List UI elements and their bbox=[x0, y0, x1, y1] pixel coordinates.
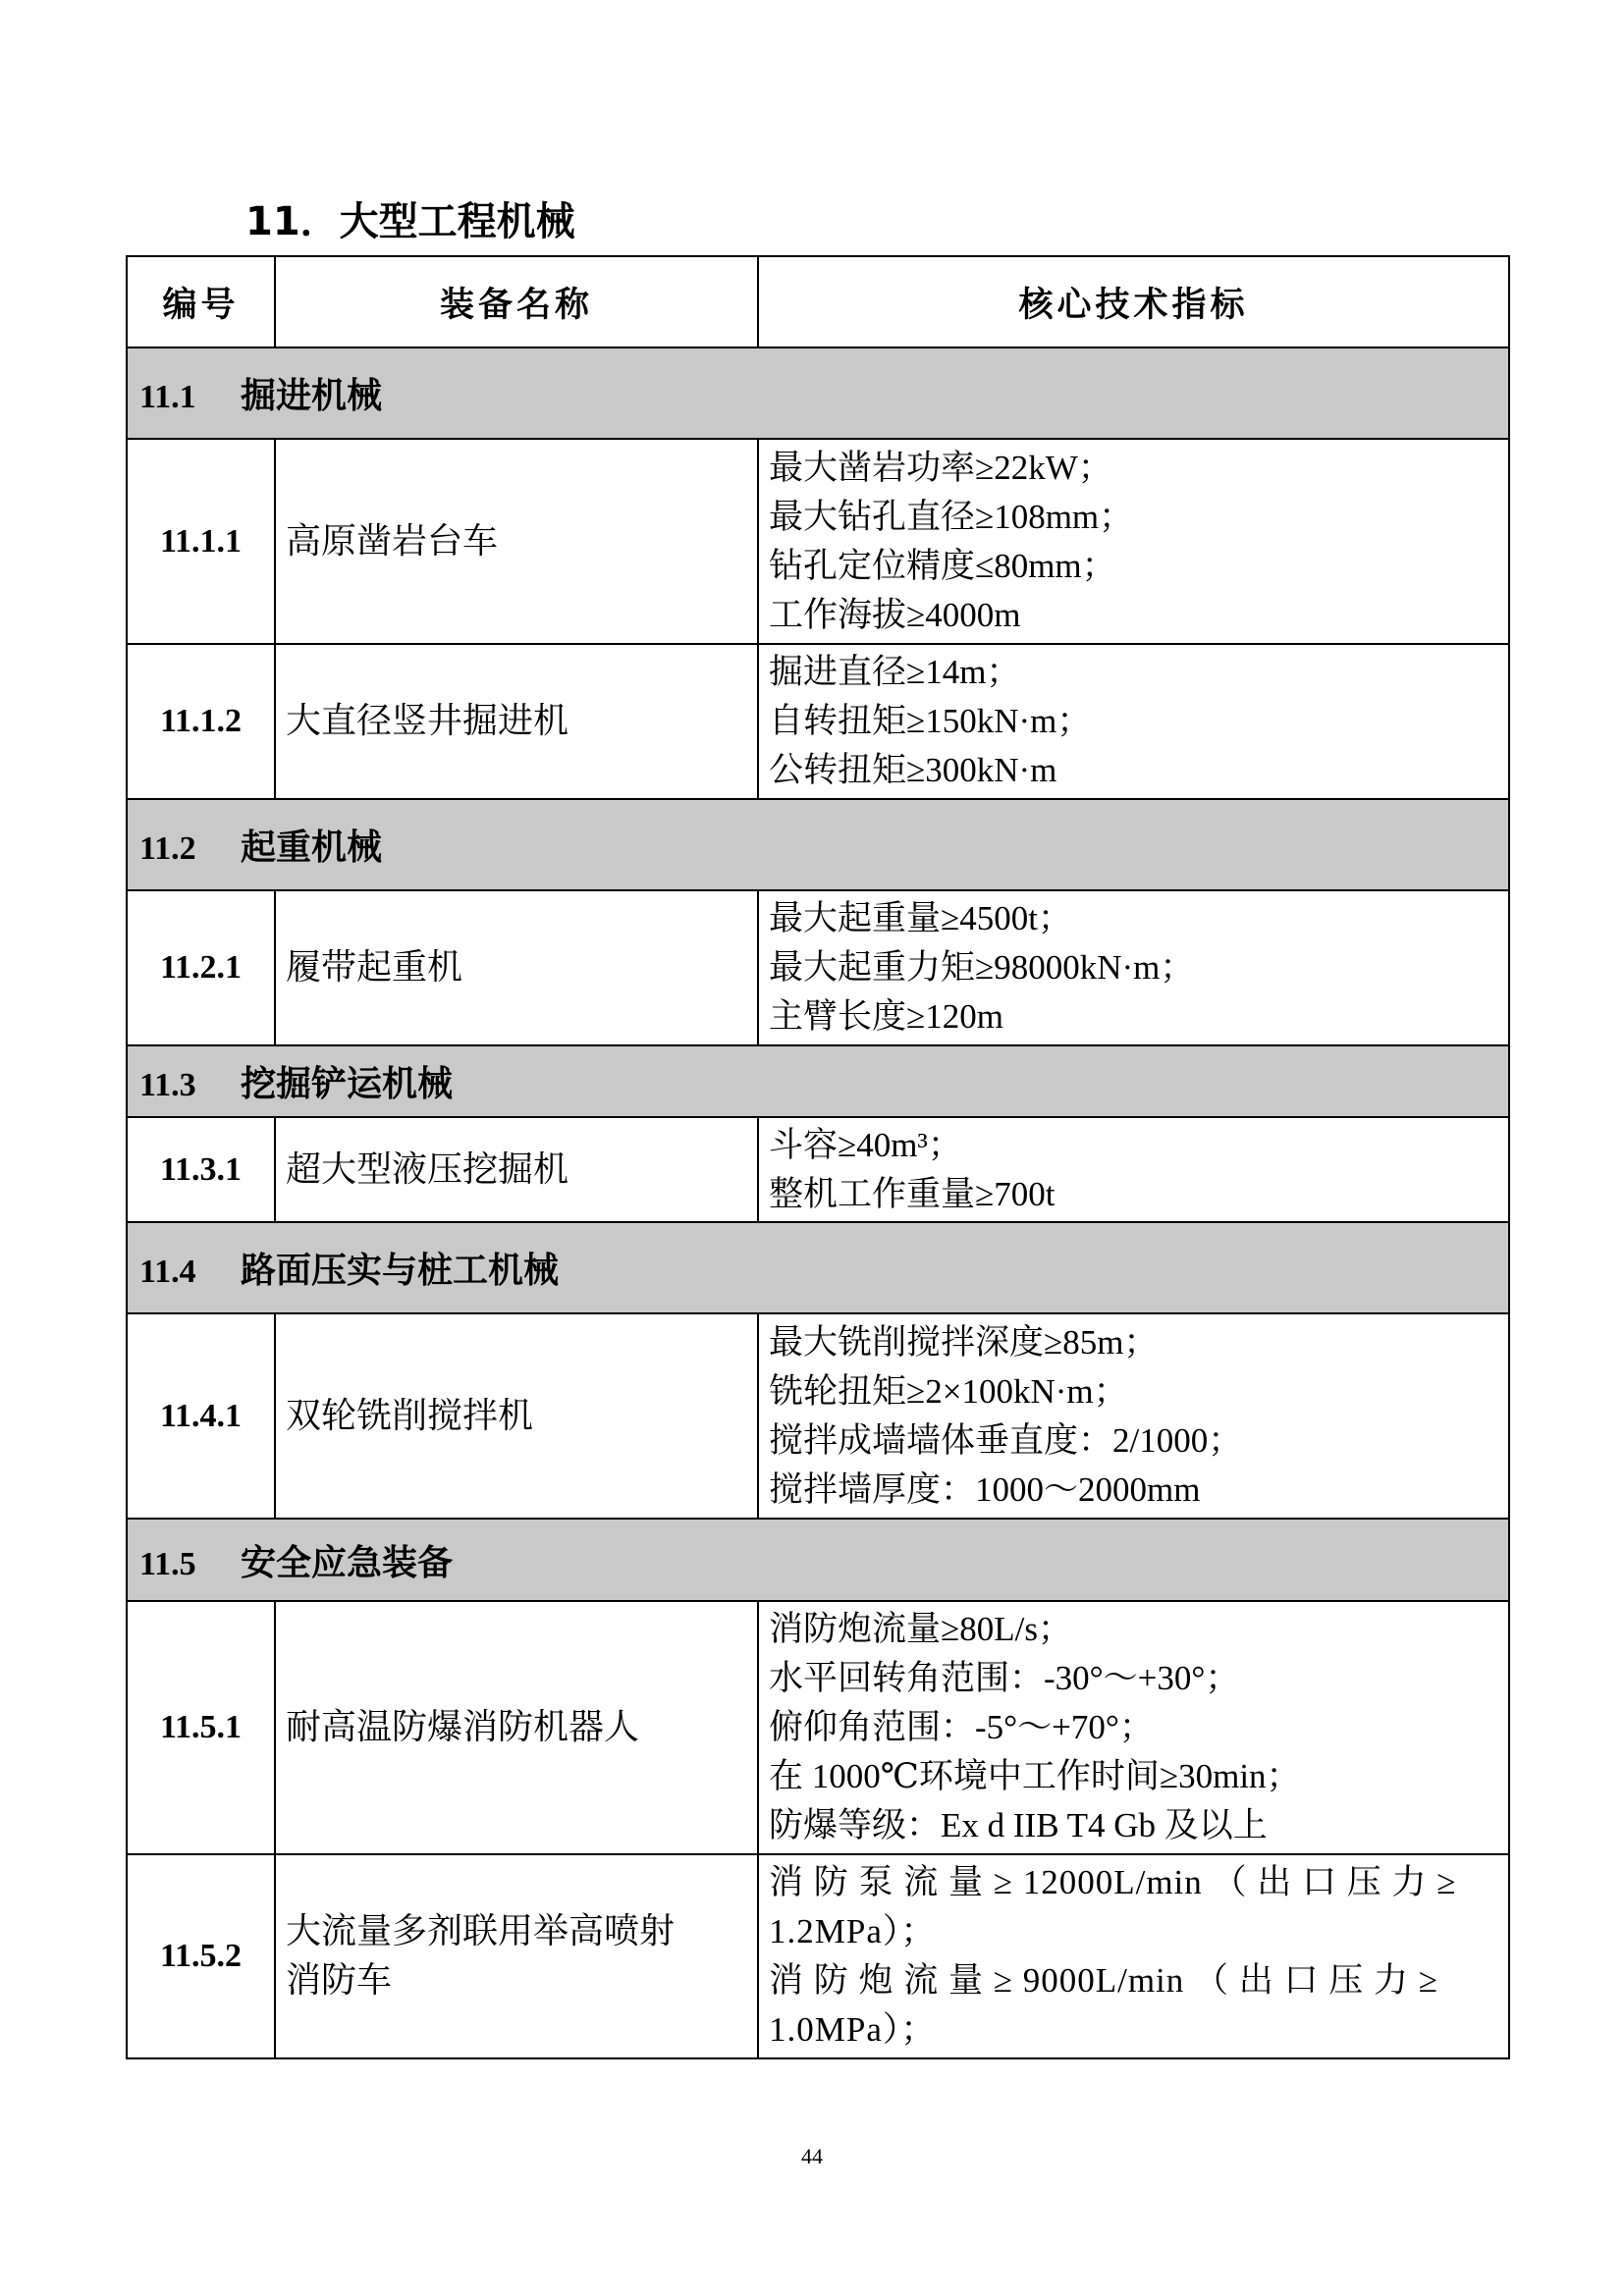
item-name bbox=[275, 1117, 758, 1222]
table-row bbox=[127, 1854, 1509, 2058]
item-specs bbox=[758, 1854, 1509, 2058]
header-name: 装备名称 bbox=[275, 256, 758, 347]
section-code: 11.4 bbox=[139, 1254, 196, 1290]
spec-line: 铣轮扭矩≥2×100kN·m； bbox=[769, 1371, 1128, 1411]
section-row bbox=[127, 1222, 1509, 1313]
spec-line: 搅拌成墙墙体垂直度：2/1000； bbox=[769, 1420, 1243, 1460]
item-specs bbox=[758, 1313, 1509, 1519]
section-code: 11.2 bbox=[139, 830, 196, 867]
table-body bbox=[127, 347, 1509, 2058]
section-title: 路面压实与桩工机械 bbox=[241, 1251, 560, 1291]
section-code: 11.3 bbox=[139, 1067, 196, 1103]
item-code: 11.3.1 bbox=[127, 1117, 275, 1222]
spec-line: 最大铣削搅拌深度≥85m； bbox=[769, 1322, 1159, 1362]
table-row bbox=[127, 439, 1509, 644]
item-code: 11.5.2 bbox=[127, 1854, 275, 2058]
spec-line: 在 1000℃环境中工作时间≥30min； bbox=[769, 1757, 1301, 1795]
section-row bbox=[127, 1045, 1509, 1117]
spec-line: 钻孔定位精度≤80mm； bbox=[769, 546, 1116, 585]
item-name-line: 大流量多剂联用举高喷射 bbox=[286, 1911, 676, 1951]
section-code: 11.1 bbox=[139, 379, 196, 415]
spec-line: 防爆等级：Ex d IIB T4 Gb 及以上 bbox=[769, 1806, 1268, 1844]
spec-line: 消防炮流量≥80L/s； bbox=[769, 1610, 1072, 1648]
item-name bbox=[275, 644, 758, 799]
spec-line: 俯仰角范围：-5°～+70°； bbox=[769, 1708, 1154, 1746]
item-specs bbox=[758, 1117, 1509, 1222]
item-specs bbox=[758, 1601, 1509, 1854]
section-row bbox=[127, 799, 1509, 890]
section-title: 挖掘铲运机械 bbox=[241, 1064, 454, 1104]
equipment-table bbox=[126, 255, 1510, 2059]
spec-line: 最大凿岩功率≥22kW； bbox=[769, 448, 1112, 487]
item-name-line: 消防车 bbox=[286, 1960, 393, 2001]
item-name-line: 耐高温防爆消防机器人 bbox=[286, 1707, 640, 1747]
item-specs bbox=[758, 644, 1509, 799]
item-code: 11.1.1 bbox=[127, 439, 275, 644]
page-title: 11．大型工程机械 bbox=[245, 199, 575, 244]
spec-line: 主臂长度≥120m bbox=[769, 997, 1003, 1036]
section-title: 掘进机械 bbox=[241, 376, 383, 416]
item-code: 11.5.1 bbox=[127, 1601, 275, 1854]
spec-line: 最大起重力矩≥98000kN·m； bbox=[769, 948, 1195, 987]
header-code: 编号 bbox=[127, 256, 275, 347]
section-row bbox=[127, 1519, 1509, 1601]
spec-line: 掘进直径≥14m； bbox=[769, 653, 1021, 691]
section-cell bbox=[127, 347, 1509, 439]
header-specs: 核心技术指标 bbox=[758, 256, 1509, 347]
item-specs bbox=[758, 439, 1509, 644]
spec-line: 整机工作重量≥700t bbox=[769, 1174, 1056, 1213]
table-row bbox=[127, 1117, 1509, 1222]
item-name-line: 双轮铣削搅拌机 bbox=[286, 1395, 534, 1436]
spec-line: 公转扭矩≥300kN·m bbox=[769, 751, 1057, 789]
table-row bbox=[127, 1601, 1509, 1854]
item-code: 11.2.1 bbox=[127, 890, 275, 1045]
section-cell bbox=[127, 1045, 1509, 1117]
section-cell bbox=[127, 1222, 1509, 1313]
section-title: 起重机械 bbox=[241, 828, 383, 868]
table-header-row bbox=[127, 256, 1509, 347]
item-name-line: 超大型液压挖掘机 bbox=[286, 1148, 569, 1190]
item-name-line: 大直径竖井掘进机 bbox=[286, 701, 569, 741]
section-cell bbox=[127, 799, 1509, 890]
table-row bbox=[127, 1313, 1509, 1519]
spec-line: 最大钻孔直径≥108mm； bbox=[769, 497, 1134, 536]
page-number: 44 bbox=[801, 2144, 823, 2168]
item-code: 11.1.2 bbox=[127, 644, 275, 799]
item-code: 11.4.1 bbox=[127, 1313, 275, 1519]
spec-line: 工作海拔≥4000m bbox=[769, 595, 1021, 634]
spec-line: 消 防 泵 流 量 ≥ 12000L/min （ 出 口 压 力 ≥ 1.2MPa）； bbox=[769, 1863, 1457, 1950]
spec-line: 斗容≥40m³； bbox=[769, 1125, 962, 1164]
item-name bbox=[275, 1313, 758, 1519]
spec-line: 水平回转角范围：-30°～+30°； bbox=[769, 1659, 1240, 1697]
item-name bbox=[275, 1601, 758, 1854]
item-name-line: 履带起重机 bbox=[286, 947, 463, 988]
spec-line: 消 防 炮 流 量 ≥ 9000L/min （ 出 口 压 力 ≥ 1.0MPa）； bbox=[769, 1961, 1438, 2049]
spec-line: 最大起重量≥4500t； bbox=[769, 899, 1072, 937]
spec-line: 搅拌墙厚度：1000～2000mm bbox=[769, 1469, 1201, 1509]
item-name bbox=[275, 890, 758, 1045]
item-name bbox=[275, 439, 758, 644]
item-name-line: 高原凿岩台车 bbox=[286, 520, 499, 561]
item-name bbox=[275, 1854, 758, 2058]
spec-line: 自转扭矩≥150kN·m； bbox=[769, 702, 1092, 740]
table-row bbox=[127, 644, 1509, 799]
section-code: 11.5 bbox=[139, 1545, 196, 1582]
section-row bbox=[127, 347, 1509, 439]
item-specs bbox=[758, 890, 1509, 1045]
section-cell bbox=[127, 1519, 1509, 1601]
table-row bbox=[127, 890, 1509, 1045]
section-title: 安全应急装备 bbox=[241, 1542, 454, 1583]
